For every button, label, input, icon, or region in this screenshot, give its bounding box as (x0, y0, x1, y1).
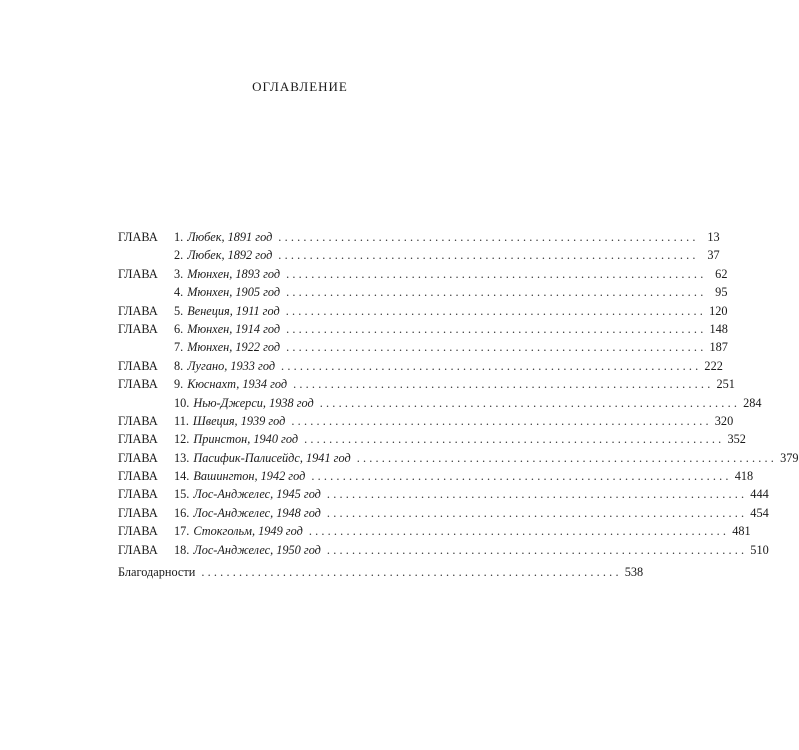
chapter-number: 2. (174, 248, 184, 263)
toc-entry-page: 538 (624, 565, 644, 579)
toc-entry-title: Стокгольм, 1949 год (193, 524, 303, 539)
toc-entry[interactable] (118, 467, 754, 485)
toc-entry[interactable] (118, 357, 723, 375)
toc-entry[interactable] (118, 522, 751, 540)
chapter-label: ГЛАВА (118, 230, 158, 244)
chapter-number: 7. (174, 340, 184, 355)
dot-leader: ................................................................... (286, 285, 707, 300)
toc-entry-title: Принстон, 1940 год (193, 432, 299, 447)
chapter-label: ГЛАВА (118, 524, 158, 539)
toc-entry-title: Швеция, 1939 год (192, 413, 286, 428)
toc-entry-page: 379 (780, 450, 799, 465)
toc-entry-title: Пасифик-Палисейдс, 1941 год (193, 450, 351, 465)
toc-entry-title: Благодарности (118, 565, 196, 579)
dot-leader: ................................................................... (356, 450, 778, 465)
toc-entry-page: 148 (709, 321, 728, 336)
dot-leader: ................................................................... (311, 469, 732, 484)
toc-entry[interactable] (118, 449, 799, 467)
toc-entry-page: 444 (750, 487, 769, 502)
page-title-text: оглавление (252, 75, 348, 95)
toc-entry-acknowledgments[interactable] (118, 563, 644, 581)
toc-entry-title: Лос-Анджелес, 1950 год (193, 542, 321, 557)
toc-entry[interactable] (118, 265, 728, 283)
toc-entry-page: 251 (716, 377, 735, 392)
dot-leader: ................................................................... (286, 266, 707, 281)
toc-entry[interactable] (118, 541, 769, 559)
chapter-number: 17. (174, 524, 190, 539)
chapter-number: 4. (174, 285, 184, 300)
toc-entry[interactable] (118, 338, 728, 356)
toc-entry-title: Венеция, 1911 год (187, 303, 280, 318)
toc-entry[interactable] (118, 394, 762, 412)
chapter-label: ГЛАВА (118, 358, 158, 373)
toc-entry-title: Кюснахт, 1934 год (187, 377, 288, 392)
chapter-number: 6. (174, 321, 184, 336)
chapter-number: 15. (174, 487, 190, 502)
chapter-label: ГЛАВА (118, 321, 158, 336)
dot-leader: ................................................................... (281, 358, 702, 373)
dot-leader: ................................................................... (304, 432, 725, 447)
chapter-number: 1. (174, 230, 184, 244)
toc-entry-title: Лос-Анджелес, 1945 год (193, 487, 321, 502)
chapter-number: 3. (174, 266, 184, 281)
toc-entry[interactable] (118, 246, 720, 264)
chapter-number: 8. (174, 358, 184, 373)
toc-entry[interactable] (118, 504, 769, 522)
chapter-label: ГЛАВА (118, 542, 158, 557)
chapter-label: ГЛАВА (118, 505, 158, 520)
toc-entry-title: Мюнхен, 1922 год (187, 340, 281, 355)
toc-entry[interactable] (118, 375, 735, 393)
toc-entry[interactable] (118, 283, 728, 301)
toc-entry-title: Любек, 1892 год (187, 248, 273, 263)
toc-entry-page: 510 (750, 542, 769, 557)
toc-entry-page: 418 (734, 469, 754, 484)
toc-entry[interactable] (118, 302, 728, 320)
dot-leader: ................................................................... (278, 248, 699, 263)
toc-entry-page: 37 (707, 248, 720, 263)
toc-entry-page: 13 (707, 230, 720, 244)
chapter-label: ГЛАВА (118, 303, 158, 318)
toc-entry-page: 95 (715, 285, 728, 300)
toc-entry[interactable] (118, 228, 720, 246)
chapter-number: 18. (174, 542, 190, 557)
toc-entry-page: 222 (704, 358, 723, 373)
toc-entry-page: 187 (709, 340, 728, 355)
toc-entry-page: 62 (715, 266, 728, 281)
page-title (0, 75, 600, 96)
chapter-number: 10. (174, 395, 190, 410)
toc-entry-title: Мюнхен, 1905 год (187, 285, 281, 300)
toc-entry-page: 454 (750, 505, 769, 520)
chapter-number: 9. (174, 377, 184, 392)
toc-entry[interactable] (118, 320, 728, 338)
dot-leader: ................................................................... (278, 230, 699, 244)
chapter-number: 13. (174, 450, 190, 465)
dot-leader: ................................................................... (326, 505, 748, 520)
toc-entry-title: Лугано, 1933 год (187, 358, 276, 373)
chapter-label: ГЛАВА (118, 450, 158, 465)
chapter-label: ГЛАВА (118, 432, 158, 447)
chapter-number: 5. (174, 303, 184, 318)
toc-entry[interactable] (118, 430, 746, 448)
dot-leader: ................................................................... (286, 321, 707, 336)
chapter-label: ГЛАВА (118, 413, 158, 428)
chapter-number: 14. (174, 469, 190, 484)
dot-leader: ................................................................... (326, 542, 748, 557)
toc-entry-page: 120 (709, 303, 728, 318)
toc-entry-page: 481 (732, 524, 751, 539)
toc-entry-page: 284 (743, 395, 762, 410)
toc-entry-title: Вашингтон, 1942 год (193, 469, 306, 484)
dot-leader: ................................................................... (286, 340, 707, 355)
table-of-contents (118, 228, 799, 559)
chapter-number: 16. (174, 505, 190, 520)
chapter-label: ГЛАВА (118, 266, 158, 281)
toc-entry-title: Мюнхен, 1914 год (187, 321, 281, 336)
dot-leader: ................................................................... (308, 524, 730, 539)
toc-entry[interactable] (118, 412, 734, 430)
toc-entry-title: Нью-Джерси, 1938 год (193, 395, 314, 410)
toc-entry-page: 352 (727, 432, 746, 447)
toc-entry-title: Мюнхен, 1893 год (187, 266, 281, 281)
chapter-label: ГЛАВА (118, 469, 158, 484)
chapter-label: ГЛАВА (118, 377, 158, 392)
dot-leader: ................................................................... (326, 487, 748, 502)
toc-entry-title: Любек, 1891 год (187, 230, 273, 244)
dot-leader: ................................................................... (293, 377, 714, 392)
toc-entry[interactable] (118, 485, 769, 503)
toc-entry-title: Лос-Анджелес, 1948 год (193, 505, 321, 520)
dot-leader: ................................................................... (285, 303, 707, 318)
dot-leader: ................................................................... (291, 413, 712, 428)
chapter-number: 11. (174, 413, 189, 428)
chapter-label: ГЛАВА (118, 487, 158, 502)
dot-leader: ................................................................... (201, 565, 622, 579)
chapter-number: 12. (174, 432, 190, 447)
toc-entry-page: 320 (714, 413, 734, 428)
dot-leader: ................................................................... (319, 395, 741, 410)
